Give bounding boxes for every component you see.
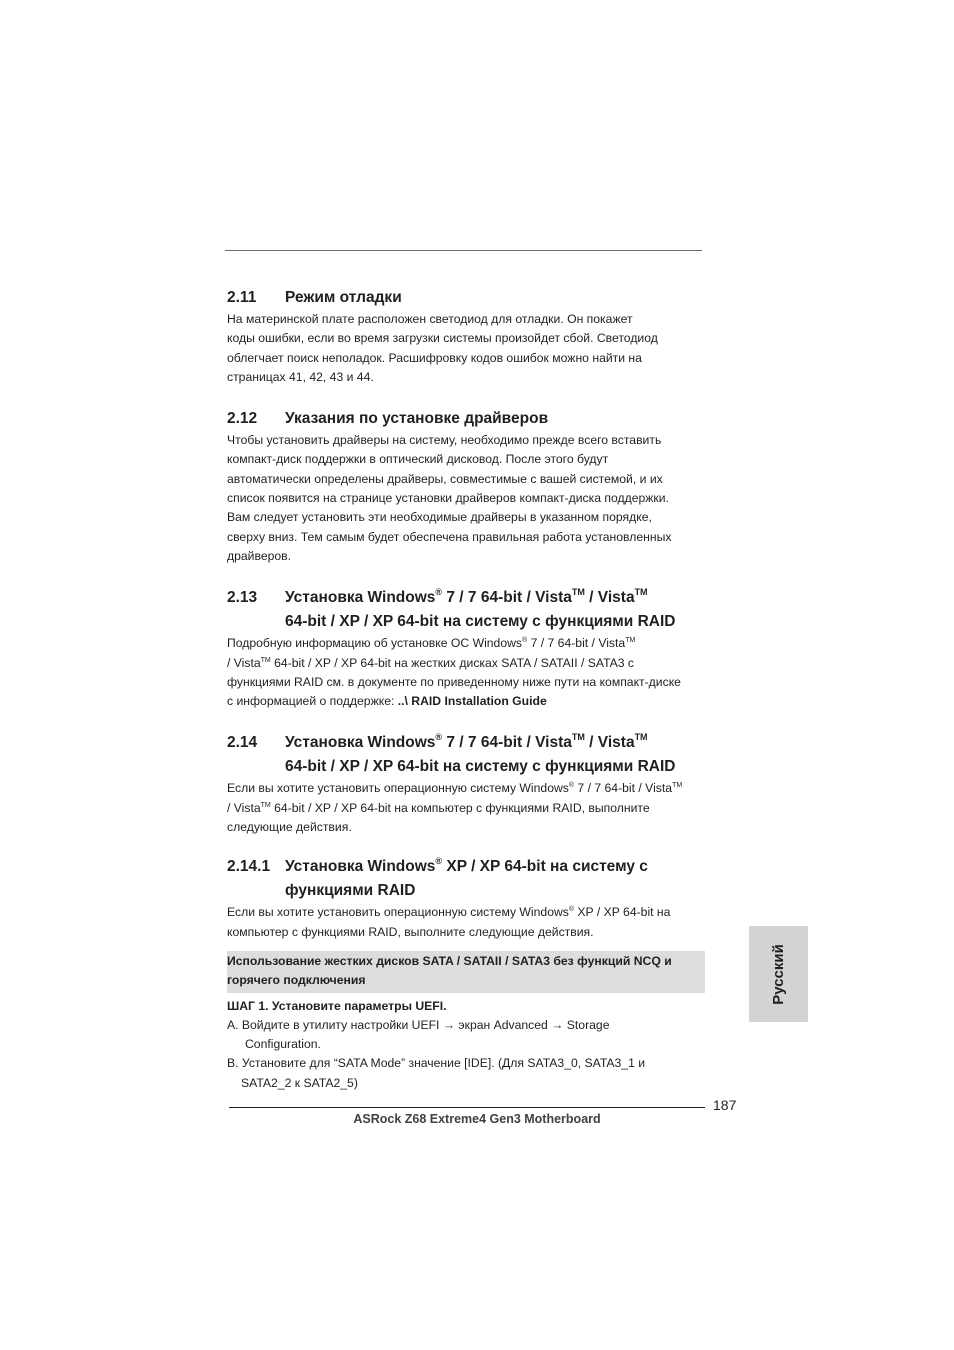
- text-line: страницах 41, 42, 43 и 44.: [227, 369, 374, 384]
- section-title: Указания по установке драйверов: [285, 410, 549, 428]
- bottom-rule: [229, 1107, 705, 1108]
- paragraph-2-11: [227, 310, 705, 387]
- paragraph-2-14: [227, 779, 705, 837]
- heading-2-14: [227, 731, 705, 779]
- text-line: Вам следует установить эти необходимые драйверы в указанном порядке,: [227, 510, 652, 525]
- section-title: Установка Windows® 7 / 7 64-bit / Vista™ / Vista™ 64-bit / XP / XP 64-bit на систему с функциями RAID: [285, 587, 676, 631]
- page-number: 187: [713, 1097, 737, 1113]
- text-line: Чтобы установить драйверы на систему, необходимо прежде всего вставить: [227, 433, 662, 448]
- raid-guide-path: ..\ RAID Installation Guide: [397, 694, 547, 709]
- text-line: драйверов.: [227, 548, 292, 563]
- paragraph-2-13: [227, 634, 705, 711]
- section-title: Установка Windows® 7 / 7 64-bit / Vista™ / Vista™ 64-bit / XP / XP 64-bit на систему с функциями RAID: [285, 732, 676, 776]
- heading-2-12: [227, 407, 705, 431]
- text-line: / Vista™ 64-bit / XP / XP 64-bit на жестких дисках SATA / SATAII / SATA3 с: [227, 655, 635, 670]
- note-line: Использование жестких дисков SATA / SATAII / SATA3 без функций NCQ и: [227, 953, 672, 968]
- text-line: следующие действия.: [227, 820, 352, 835]
- note-line: горячего подключения: [227, 973, 366, 988]
- text-line: На материнской плате расположен светодиод для отладки. Он покажет: [227, 312, 633, 326]
- text-line: функциями RAID см. в документе по приведенному ниже пути на компакт-диске: [227, 674, 681, 689]
- footer-product-name: ASRock Z68 Extreme4 Gen3 Motherboard: [353, 1112, 601, 1126]
- step-item-a: A. Войдите в утилиту настройки UEFI → экран Advanced → Storage: [227, 1017, 610, 1032]
- section-number: 2.11: [227, 289, 257, 306]
- language-tab-label: Русский: [770, 943, 788, 1005]
- section-number: 2.14: [227, 734, 258, 752]
- step-title: ШАГ 1. Установите параметры UEFI.: [227, 998, 447, 1013]
- step-item-b: B. Установите для “SATA Mode” значение [IDE]. (Для SATA3_0, SATA3_1 и: [227, 1056, 646, 1071]
- text-line: список появится на странице установки драйверов компакт-диска поддержки.: [227, 491, 669, 506]
- heading-2-11: [227, 286, 705, 310]
- section-title: Режим отладки: [285, 289, 402, 306]
- heading-2-13: [227, 586, 705, 634]
- section-number: 2.12: [227, 410, 258, 428]
- text-line: с информацией о поддержке: ..\ RAID Installation Guide: [227, 694, 547, 709]
- page-content: [227, 286, 705, 1093]
- heading-2-14-1: [227, 855, 705, 903]
- text-line: компьютер с функциями RAID, выполните следующие действия.: [227, 924, 594, 939]
- text-line: сверху вниз. Тем самым будет обеспечена правильная работа установленных: [227, 529, 672, 544]
- text-line: автоматически определены драйверы, совместимые с вашей системой, и их: [227, 471, 663, 486]
- step-item-b-cont: SATA2_2 к SATA2_5): [241, 1075, 358, 1090]
- top-rule: [225, 250, 702, 251]
- text-line: коды ошибки, если во время загрузки системы произойдет сбой. Светодиод: [227, 331, 658, 346]
- step-item-a-cont: Configuration.: [245, 1037, 321, 1052]
- text-line: Подробную информацию об установке ОС Windows® 7 / 7 64-bit / Vista™: [227, 636, 636, 651]
- text-line: Если вы хотите установить операционную систему Windows® XP / XP 64-bit на: [227, 905, 671, 920]
- section-number: 2.14.1: [227, 858, 271, 876]
- text-line: облегчает поиск неполадок. Расшифровку кодов ошибок можно найти на: [227, 350, 642, 365]
- section-title: Установка Windows® XP / XP 64-bit на систему с функциями RAID: [285, 856, 648, 900]
- text-line: / Vista™ 64-bit / XP / XP 64-bit на компьютер с функциями RAID, выполните: [227, 800, 650, 815]
- language-tab: [749, 926, 808, 1022]
- note-box: [227, 951, 705, 993]
- text-line: Если вы хотите установить операционную систему Windows® 7 / 7 64-bit / Vista™: [227, 781, 683, 796]
- paragraph-2-14-1: [227, 903, 705, 942]
- paragraph-2-12: [227, 431, 705, 566]
- section-number: 2.13: [227, 589, 258, 607]
- text-line: компакт-диск поддержки в оптический дисковод. После этого будут: [227, 452, 609, 467]
